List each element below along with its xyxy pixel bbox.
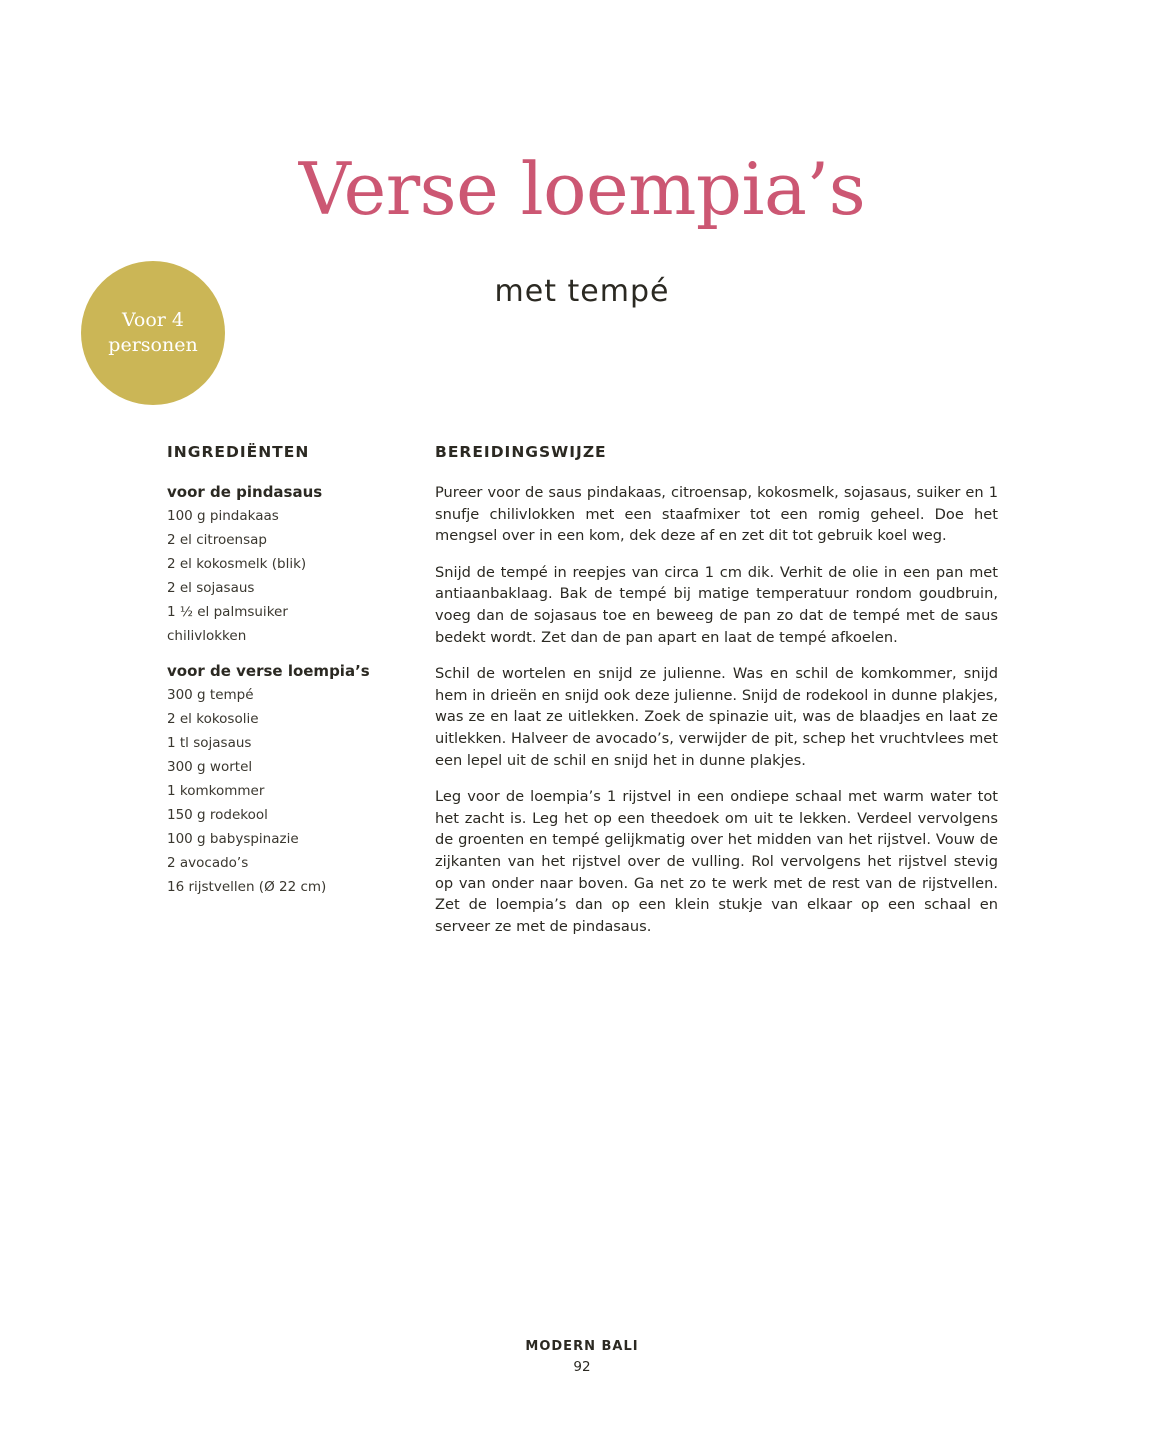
ingredients-section: [167, 442, 397, 911]
ingredient-item: 100 g pindakaas: [167, 508, 279, 524]
ingredient-item: 1 komkommer: [167, 782, 265, 799]
ingredient-item: 300 g tempé: [167, 686, 254, 703]
method-paragraph: Pureer voor de saus pindakaas, citroensap, kokosmelk, sojasaus, suiker en 1 snufje chilivlokken met een staafmixer tot een romig geheel. Doe het mengsel over in een kom, dek deze af en zet dit tot gebruik koel weg.: [435, 484, 998, 545]
ingredient-group-loempias: [167, 661, 397, 900]
method-paragraph: Leg voor de loempia’s 1 rijstvel in een ondiepe schaal met warm water tot het zacht is. Leg het op een theedoek om uit te lekken. Verdeel vervolgens de groenten en tempé gelijkmatig over het midden van het rijstvel. Vouw de zijkanten van het rijstvel over de vulling. Rol vervolgens het rijstvel stevig op van onder naar boven. Ga net zo te werk met de rest van de rijstvellen. Zet de loempia’s dan op een klein stukje van elkaar op een schaal en serveer ze met de pindasaus.: [435, 788, 998, 935]
ingredient-item: 2 el citroensap: [167, 532, 267, 549]
page-footer: [0, 1337, 1164, 1377]
recipe-subtitle: met tempé: [494, 274, 670, 309]
servings-badge: [81, 261, 225, 405]
ingredient-group-title: voor de verse loempia’s: [167, 661, 370, 680]
recipe-title: Verse loempia’s: [298, 147, 866, 231]
ingredient-item: 1 ½ el palmsuiker: [167, 604, 288, 621]
book-title: MODERN BALI: [525, 1339, 639, 1354]
ingredient-item: chilivlokken: [167, 628, 247, 645]
ingredient-item: 150 g rodekool: [167, 807, 268, 824]
ingredient-item: 2 el kokosolie: [167, 710, 259, 727]
ingredient-item: 100 g babyspinazie: [167, 831, 299, 848]
servings-line-1: Voor 4: [121, 309, 185, 331]
ingredients-heading: INGREDIËNTEN: [167, 443, 310, 461]
page-number: 92: [573, 1359, 591, 1375]
ingredient-item: 2 avocado’s: [167, 855, 249, 872]
ingredient-item: 16 rijstvellen (Ø 22 cm): [167, 879, 327, 896]
ingredient-list: [167, 504, 397, 649]
method-heading: BEREIDINGSWIJZE: [435, 443, 607, 461]
ingredient-item: 1 tl sojasaus: [167, 734, 252, 751]
method-paragraph: Schil de wortelen en snijd ze julienne. Was en schil de komkommer, snijd hem in drieën en snijd ook deze julienne. Snijd de rodekool in dunne plakjes, was ze en laat ze uitlekken. Zoek de spinazie uit, was de blaadjes en laat ze uitlekken. Halveer de avocado’s, verwijder de pit, schep het vruchtvlees met een lepel uit de schil en snijd het in dunne plakjes.: [435, 665, 998, 769]
ingredient-item: 2 el kokosmelk (blik): [167, 556, 307, 573]
ingredient-item: 2 el sojasaus: [167, 580, 255, 597]
servings-line-2: personen: [108, 334, 198, 356]
ingredient-list: [167, 683, 397, 900]
method-section: [435, 442, 998, 952]
ingredient-item: 300 g wortel: [167, 758, 253, 775]
ingredient-group-title: voor de pindasaus: [167, 483, 323, 501]
method-paragraph: Snijd de tempé in reepjes van circa 1 cm dik. Verhit de olie in een pan met antiaanbaklaag. Bak de tempé bij matige temperatuur rondom goudbruin, voeg dan de sojasaus toe en beweeg de pan zo dat de tempé met de saus bedekt wordt. Zet dan de pan apart en laat de tempé afkoelen.: [435, 563, 998, 646]
ingredient-group-pindasaus: [167, 482, 397, 649]
